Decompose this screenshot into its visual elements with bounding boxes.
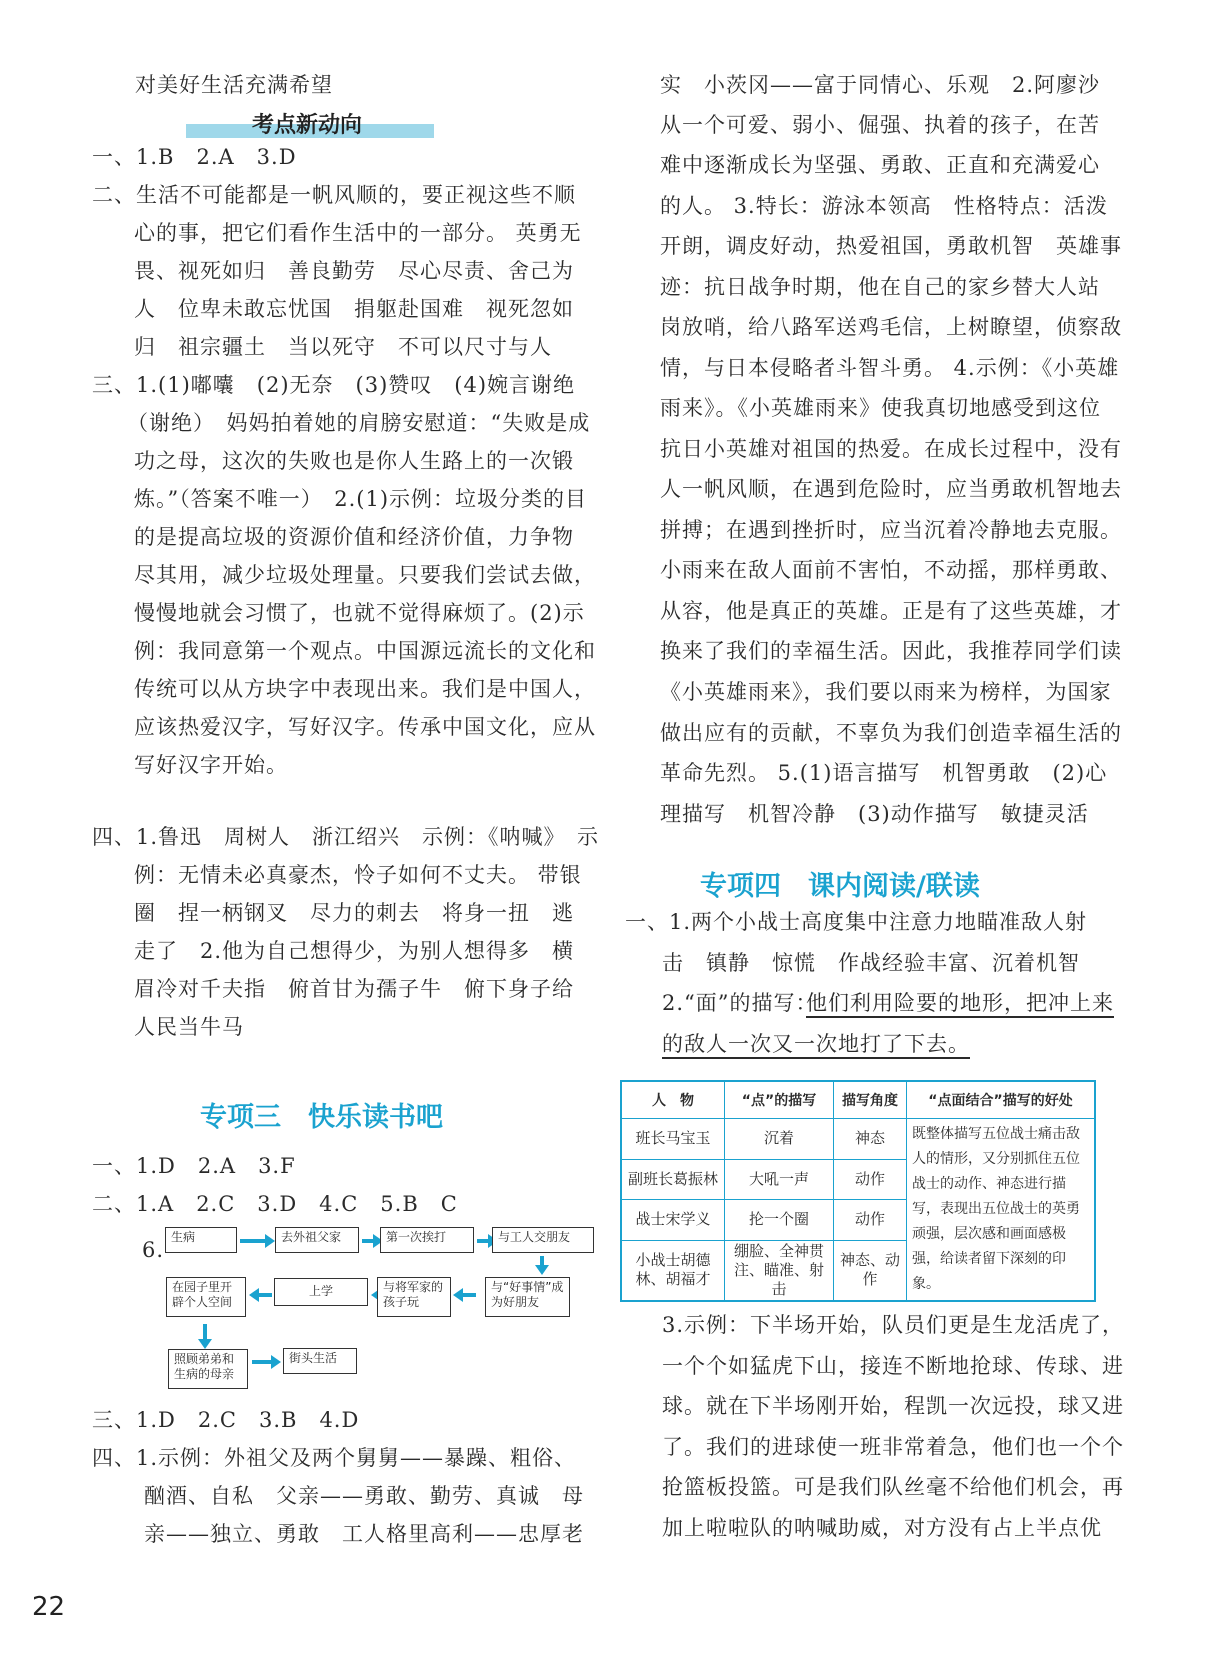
arrow-right-icon [362, 1239, 374, 1243]
table-header-row [621, 1081, 1095, 1119]
flow-box: 去外祖父家 [275, 1227, 359, 1253]
answer-line: 功之母，这次的失败也是你人生路上的一次锻 [134, 449, 574, 473]
analysis-table [620, 1080, 1096, 1302]
answer-line: 四、1.鲁迅 周树人 浙江绍兴 示例：《呐喊》 示 [92, 825, 600, 849]
arrow-down-icon [540, 1256, 544, 1266]
table-cell: 绷脸、全神贯注、瞄准、射击 [725, 1240, 834, 1301]
answer-line: 拼搏；在遇到挫折时，应当沉着冷静地去克服。 [660, 518, 1122, 542]
table-cell: 战士宋学义 [621, 1200, 725, 1241]
answer-line: 实 小茨冈——富于同情心、乐观 2.阿廖沙 [660, 73, 1101, 97]
arrow-right-icon [477, 1239, 489, 1243]
text-line: 对美好生活充满希望 [135, 73, 333, 97]
table-cell: 副班长葛振林 [621, 1159, 725, 1200]
arrow-right-icon [240, 1239, 266, 1243]
table-header: 人 物 [621, 1081, 725, 1119]
flow-box: 第一次挨打 [380, 1227, 474, 1253]
table-cell: 动作 [834, 1200, 907, 1241]
answer-line: 慢慢地就会习惯了，也就不觉得麻烦了。(2)示 [134, 601, 585, 625]
answer-line: 人民当牛马 [134, 1015, 244, 1039]
answer-line: 亲——独立、勇敢 工人格里高利——忠厚老 [144, 1522, 584, 1546]
answer-line: 例：我同意第一个观点。中国源远流长的文化和 [134, 639, 596, 663]
answer-line: 一、1.B 2.A 3.D [92, 145, 297, 169]
table-cell: 抡一个圈 [725, 1200, 834, 1241]
answer-line: 击 镇静 惊慌 作战经验丰富、沉着机智 [662, 951, 1080, 975]
answer-line: 换来了我们的幸福生活。因此，我推荐同学们读 [660, 639, 1122, 663]
answer-line: 2.“面”的描写： [662, 991, 818, 1015]
table-cell: 神态、动作 [834, 1240, 907, 1301]
table-cell-benefit: 既整体描写五位战士痛击敌人的情形，又分别抓住五位战士的动作、神态进行描写，表现出五位战士的英勇顽强，层次感和画面感极强，给读者留下深刻的印象。 [907, 1119, 1096, 1302]
answer-line: 了。我们的进球使一班非常着急，他们也一个个 [662, 1435, 1124, 1459]
underlined-answer: 的敌人一次又一次地打了下去。 [662, 1032, 970, 1056]
answer-line: 从容，他是真正的英雄。正是有了这些英雄，才 [660, 599, 1122, 623]
flow-number: 6. [142, 1238, 165, 1262]
flow-box: 上学 [274, 1278, 368, 1306]
answer-line: 眉冷对千夫指 俯首甘为孺子牛 俯下身子给 [134, 977, 574, 1001]
table-header: 描写角度 [834, 1081, 907, 1119]
section-four-title: 专项四 课内阅读/联读 [700, 871, 980, 902]
answer-line: 人一帆风顺，在遇到危险时，应当勇敢机智地去 [660, 477, 1122, 501]
table-cell: 动作 [834, 1159, 907, 1200]
table-row [621, 1119, 1095, 1160]
answer-line: 革命先烈。 5.(1)语言描写 机智勇敢 (2)心 [660, 761, 1108, 785]
answer-line: 难中逐渐成长为坚强、勇敢、正直和充满爱心 [660, 153, 1100, 177]
flow-box: 生病 [165, 1227, 237, 1253]
flow-box: 与“好事情”成为好朋友 [485, 1277, 570, 1317]
flow-box: 在园子里开辟个人空间 [166, 1277, 246, 1317]
answer-line: 炼。”（答案不唯一） 2.(1)示例：垃圾分类的目 [134, 487, 588, 511]
answer-line: 走了 2.他为自己想得少，为别人想得多 横 [134, 939, 575, 963]
answer-line: 做出应有的贡献，不辜负为我们创造幸福生活的 [660, 721, 1122, 745]
answer-line: 迹：抗日战争时期，他在自己的家乡替大人站 [660, 275, 1100, 299]
answer-line: 情，与日本侵略者斗智斗勇。 4.示例：《小英雄 [660, 356, 1120, 380]
page-number: 22 [32, 1592, 66, 1622]
answer-line: 三、1.(1)嘟囔 (2)无奈 (3)赞叹 (4)婉言谢绝 [92, 373, 576, 397]
answer-line: 开朗，调皮好动，热爱祖国，勇敢机智 英雄事 [660, 234, 1122, 258]
flow-box: 与将军家的孩子玩 [377, 1277, 451, 1317]
section-three-title: 专项三 快乐读书吧 [200, 1102, 443, 1133]
answer-line: 应该热爱汉字，写好汉字。传承中国文化，应从 [134, 715, 596, 739]
table-header: “点”的描写 [725, 1081, 834, 1119]
arrow-left-icon [258, 1293, 272, 1297]
table-cell: 神态 [834, 1119, 907, 1160]
underlined-answer: 他们利用险要的地形，把冲上来 [806, 991, 1114, 1015]
answer-line: 尽其用，减少垃圾处理量。只要我们尝试去做， [134, 563, 596, 587]
answer-line: 球。就在下半场刚开始，程凯一次远投，球又进 [662, 1394, 1124, 1418]
answer-line: 雨来》。《小英雄雨来》使我真切地感受到这位 [660, 396, 1101, 420]
answer-line: （谢绝） 妈妈拍着她的肩膀安慰道：“失败是成 [127, 411, 591, 435]
answer-line: 岗放哨，给八路军送鸡毛信，上树瞭望，侦察敌 [660, 315, 1122, 339]
answer-line: 的是提高垃圾的资源价值和经济价值，力争物 [134, 525, 574, 549]
answer-line: 心的事，把它们看作生活中的一部分。 英勇无 [134, 221, 582, 245]
answer-line: 写好汉字开始。 [134, 753, 288, 777]
answer-line: 圈 捏一柄钢叉 尽力的刺去 将身一扭 逃 [134, 901, 574, 925]
answer-line: 四、1.示例：外祖父及两个舅舅——暴躁、粗俗、 [92, 1446, 577, 1470]
answer-line: 人 位卑未敢忘忧国 捐躯赴国难 视死忽如 [134, 297, 574, 321]
answer-line: 酗酒、自私 父亲——勇敢、勤劳、真诚 母 [144, 1484, 584, 1508]
answer-line: 传统可以从方块字中表现出来。我们是中国人， [134, 677, 596, 701]
answer-line: 三、1.D 2.C 3.B 4.D [92, 1408, 360, 1432]
flow-box: 与工人交朋友 [492, 1227, 594, 1253]
answer-line: 一个个如猛虎下山，接连不断地抢球、传球、进 [662, 1354, 1124, 1378]
answer-line: 抢篮板投篮。可是我们队丝毫不给他们机会，再 [662, 1475, 1124, 1499]
table-cell: 班长马宝玉 [621, 1119, 725, 1160]
answer-line: 二、1.A 2.C 3.D 4.C 5.B C [92, 1192, 458, 1216]
arrow-right-icon [252, 1360, 272, 1364]
answer-line: 一、1.两个小战士高度集中注意力地瞄准敌人射 [625, 910, 1088, 934]
flow-box: 街头生活 [283, 1348, 357, 1374]
subheading: 考点新动向 [252, 113, 363, 138]
table-cell: 大吼一声 [725, 1159, 834, 1200]
answer-line: 例：无情未必真豪杰，怜子如何不丈夫。 带银 [134, 863, 582, 887]
table-cell: 小战士胡德林、胡福才 [621, 1240, 725, 1301]
answer-line: 3.示例：下半场开始，队员们更是生龙活虎了， [662, 1313, 1125, 1337]
answer-line: 加上啦啦队的呐喊助威，对方没有占上半点优 [662, 1516, 1102, 1540]
arrow-left-icon [462, 1293, 476, 1297]
table-cell: 沉着 [725, 1119, 834, 1160]
answer-line: 一、1.D 2.A 3.F [92, 1154, 296, 1178]
answer-line: 《小英雄雨来》，我们要以雨来为榜样，为国家 [660, 680, 1112, 704]
answer-line: 二、生活不可能都是一帆风顺的，要正视这些不顺 [92, 183, 576, 207]
answer-line: 小雨来在敌人面前不害怕，不动摇，那样勇敢、 [660, 558, 1122, 582]
answer-line: 的人。 3.特长：游泳本领高 性格特点：活泼 [660, 194, 1108, 218]
table-header: “点面结合”描写的好处 [907, 1081, 1096, 1119]
answer-line: 抗日小英雄对祖国的热爱。在成长过程中，没有 [660, 437, 1122, 461]
arrow-down-icon [203, 1324, 207, 1340]
answer-line: 归 祖宗疆土 当以死守 不可以尺寸与人 [134, 335, 552, 359]
answer-line: 从一个可爱、弱小、倔强、执着的孩子，在苦 [660, 113, 1100, 137]
answer-line: 理描写 机智冷静 (3)动作描写 敏捷灵活 [660, 802, 1089, 826]
flow-box: 照顾弟弟和生病的母亲 [168, 1349, 248, 1389]
answer-line: 畏、视死如归 善良勤劳 尽心尽责、舍己为 [134, 259, 574, 283]
